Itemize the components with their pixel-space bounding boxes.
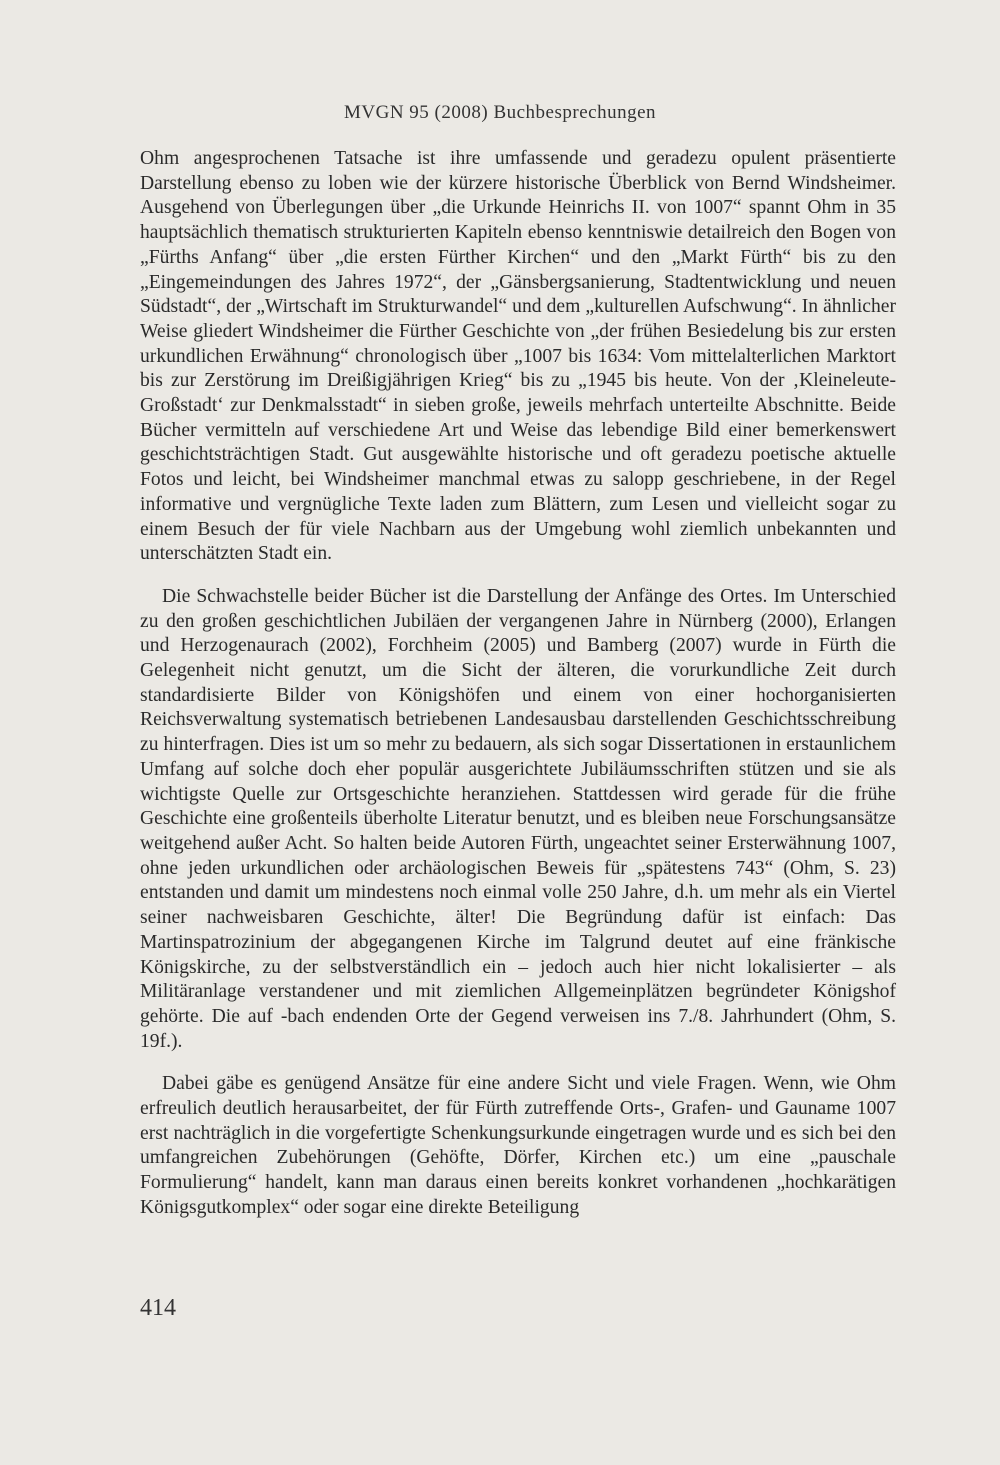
paragraph-2: Die Schwachstelle beider Bücher ist die Darstellung der Anfänge des Ortes. Im Unterschied zu den großen geschichtlichen Jubiläen der vergangenen Jahre in Nürnberg (2000), Erlangen und Herzogenaurach (2002), Forchheim (2005) und Bamberg (2007) wurde in Fürth die Gelegenheit nicht genutzt, um die Sicht der älteren, die vorurkundliche Zeit durch standardisierte Bilder von Königshöfen und einem von einer hochorganisierten Reichsverwaltung systematisch betriebenen Landesausbau darstellenden Geschichtsschreibung zu hinterfragen. Dies ist um so mehr zu bedauern, als sich sogar Dissertationen in erstaunlichem Umfang auf solche doch eher populär ausgerichtete Jubiläumsschriften stützen und sie als wichtigste Quelle zur Ortsgeschichte heranziehen. Stattdessen wird gerade für die frühe Geschichte eine großenteils überholte Literatur benutzt, und es bleiben neue Forschungsansätze weitgehend außer Acht. So halten beide Autoren Fürth, ungeachtet seiner Ersterwähnung 1007, ohne jeden urkundlichen oder archäologischen Beweis für „spätestens 743“ (Ohm, S. 23) entstanden und damit um mindestens noch einmal volle 250 Jahre, d.h. um mehr als ein Viertel seiner nachweisbaren Geschichte, älter! Die Begründung dafür ist einfach: Das Martinspatrozinium der abgegangenen Kirche im Talgrund deutet auf eine fränkische Königskirche, zu der selbstverständlich ein – jedoch auch hier nicht lokalisierter – als Militäranlage verstandener und mit ziemlichen Allgemeinplätzen begründeter Königshof gehörte. Die auf -bach endenden Orte der Gegend verweisen ins 7./8. Jahrhundert (Ohm, S. 19f.). <box>140 585 896 1052</box>
paragraph-3: Dabei gäbe es genügend Ansätze für eine andere Sicht und viele Fragen. Wenn, wie Ohm erfreulich deutlich herausarbeitet, der für Fürth zutreffende Orts-, Grafen- und Gauname 1007 erst nachträglich in die vorgefertigte Schenkungsurkunde eingetragen wurde und es sich bei den umfangreichen Zubehörungen (Gehöfte, Dörfer, Kirchen etc.) um eine „pauschale Formulierung“ handelt, kann man daraus einen bereits konkret vorhandenen „hochkarätigen Königsgutkomplex“ oder sogar eine direkte Beteiligung <box>140 1073 896 1218</box>
paragraph-1: Ohm angesprochenen Tatsache ist ihre umfassende und geradezu opulent präsentierte Darstellung ebenso zu loben wie der kürzere historische Überblick von Bernd Windsheimer. Ausgehend von Überlegungen über „die Urkunde Heinrichs II. von 1007“ spannt Ohm in 35 hauptsächlich thematisch strukturierten Kapiteln ebenso kenntniswie detailreich den Bogen von „Fürths Anfang“ über „die ersten Fürther Kirchen“ und den „Markt Fürth“ bis zu den „Eingemeindungen des Jahres 1972“, der „Gänsbergsanierung, Stadtentwicklung und neuen Südstadt“, der „Wirtschaft im Strukturwandel“ und dem „kulturellen Aufschwung“. In ähnlicher Weise gliedert Windsheimer die Fürther Geschichte von „der frühen Besiedelung bis zur ersten urkundlichen Erwähnung“ chronologisch über „1007 bis 1634: Vom mittelalterlichen Marktort bis zur Zerstörung im Dreißigjährigen Krieg“ bis zu „1945 bis heute. Von der ‚Kleineleute-Großstadt‘ zur Denkmalsstadt“ in sieben große, jeweils mehrfach unterteilte Abschnitte. Beide Bücher vermitteln auf verschiedene Art und Weise das lebendige Bild einer bemerkenswert geschichtsträchtigen Stadt. Gut ausgewählte historische und oft geradezu poetische aktuelle Fotos und leicht, bei Windsheimer manchmal etwas zu salopp geschriebene, in der Regel informative und vergnügliche Texte laden zum Blättern, zum Lesen und vielleicht sogar zu einem Besuch der für viele Nachbarn aus der Umgebung wohl ziemlich unbekannten und unterschätzten Stadt ein. <box>140 148 896 565</box>
page-number: 414 <box>140 1295 176 1321</box>
running-header: MVGN 95 (2008) Buchbesprechungen <box>343 102 657 123</box>
body-text <box>140 147 896 1221</box>
